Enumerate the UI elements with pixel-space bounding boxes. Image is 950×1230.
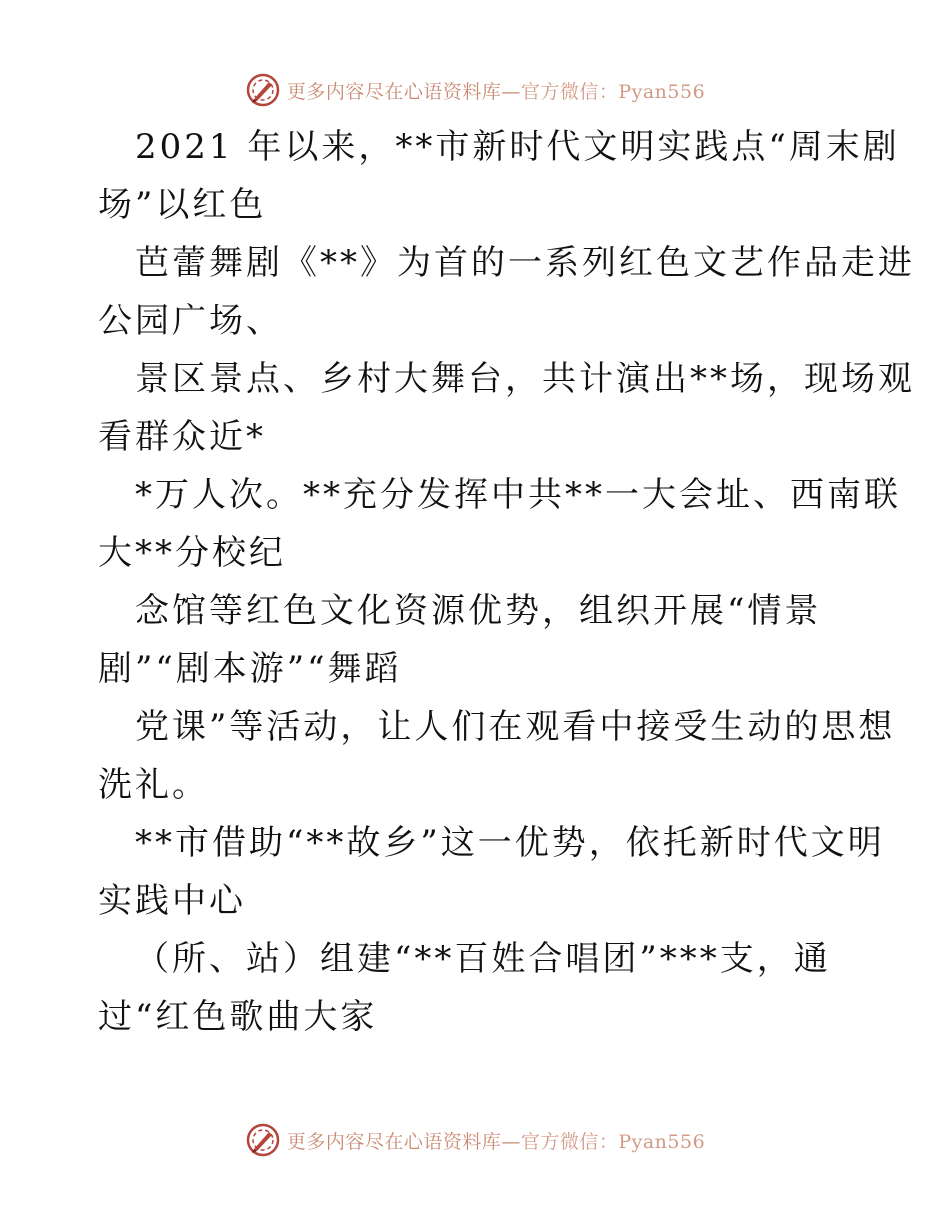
text-line: 芭蕾舞剧《**》为首的一系列红色文艺作品走进	[135, 243, 915, 283]
footer-banner	[0, 1120, 950, 1160]
pen-logo-icon	[245, 1122, 281, 1158]
footer-banner-separator: —	[501, 1130, 521, 1153]
text-line: *万人次。**充分发挥中共**一大会址、西南联	[135, 475, 901, 515]
text-line: 剧”“剧本游”“舞蹈	[98, 649, 402, 689]
header-banner-separator: —	[501, 80, 521, 103]
pen-logo-icon	[245, 72, 281, 108]
text-line: 公园广场、	[98, 301, 283, 341]
text-line: 2021 年以来，**市新时代文明实践点“周末剧	[135, 127, 900, 167]
text-line: 看群众近*	[98, 417, 266, 457]
header-banner-text: 更多内容尽在心语资料库	[286, 80, 502, 103]
text-line: 场”以红色	[98, 185, 267, 225]
header-banner	[0, 70, 950, 110]
text-line: 念馆等红色文化资源优势，组织开展“情景	[135, 591, 822, 631]
text-line: 实践中心	[98, 881, 246, 921]
text-line: 洗礼。	[98, 765, 209, 805]
footer-banner-text: 更多内容尽在心语资料库	[286, 1130, 502, 1153]
text-line: 景区景点、乡村大舞台，共计演出**场，现场观	[135, 359, 915, 399]
text-line: 过“红色歌曲大家	[98, 997, 378, 1037]
footer-banner-contact: 官方微信：Pyan556	[520, 1130, 706, 1153]
header-banner-contact: 官方微信：Pyan556	[520, 80, 706, 103]
text-line: （所、站）组建“**百姓合唱团”***支，通	[135, 939, 831, 979]
document-body	[98, 118, 915, 1046]
text-line: **市借助“**故乡”这一优势，依托新时代文明	[135, 823, 885, 863]
text-line: 党课”等活动，让人们在观看中接受生动的思想	[135, 707, 896, 747]
text-line: 大**分校纪	[98, 533, 286, 573]
